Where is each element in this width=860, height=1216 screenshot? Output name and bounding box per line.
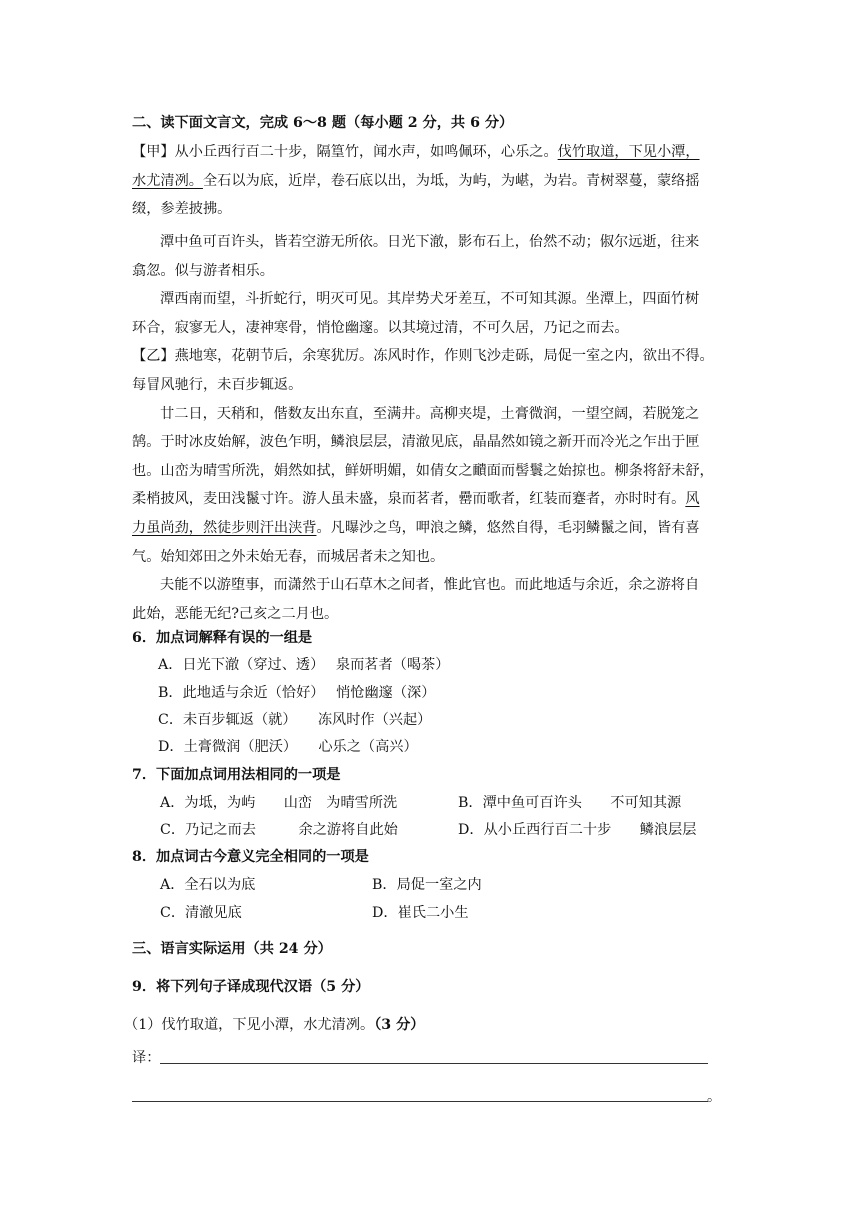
q9-sub1: （1）伐竹取道，下见小潭，水尤清冽。（3 分） bbox=[124, 1017, 425, 1033]
q6-option-c: C．未百步辄返（就） 冻风时作（兴起） bbox=[158, 712, 432, 728]
q6-option-b: B．此地适与余近（恰好） 悄怆幽邃（深） bbox=[158, 685, 436, 701]
answer-end-mark: 。 bbox=[707, 1089, 722, 1105]
q6-option-d: D．土膏微润（肥沃） 心乐之（高兴） bbox=[158, 739, 418, 755]
answer-line-1[interactable] bbox=[160, 1063, 708, 1064]
q8-option-d: D．崔氏二小生 bbox=[372, 905, 469, 921]
yi-line-7: 力虽尚劲，然徒步则汗出浃背。凡曝沙之鸟，呷浪之鳞，悠然自得，毛羽鳞鬣之间，皆有喜 bbox=[132, 520, 700, 536]
jia-line-3: 缀，参差披拂。 bbox=[132, 201, 232, 217]
yi-line-5: 也。山峦为晴雪所洗，娟然如拭，鲜妍明媚，如倩女之靧面而髻鬟之始掠也。柳条将舒未舒， bbox=[132, 463, 714, 479]
jia-line-1: 【甲】从小丘西行百二十步，隔篁竹，闻水声，如鸣佩环，心乐之。伐竹取道，下见小潭， bbox=[132, 144, 700, 160]
q7-stem: 7．下面加点词用法相同的一项是 bbox=[132, 767, 341, 783]
jia-line-4: 潭中鱼可百许头，皆若空游无所依。日光下澈，影布石上，佁然不动；俶尔远逝，往来 bbox=[160, 234, 700, 250]
q8-stem: 8．加点词古今意义完全相同的一项是 bbox=[132, 849, 369, 865]
q7-option-b: B．潭中鱼可百许头 不可知其源 bbox=[458, 795, 682, 811]
answer-line-2[interactable] bbox=[132, 1101, 708, 1102]
translation-label: 译： bbox=[132, 1050, 161, 1066]
underlined-sentence-2: 水尤清冽。 bbox=[132, 173, 203, 189]
underlined-sentence-1: 伐竹取道，下见小潭， bbox=[557, 144, 700, 160]
q7-option-d: D．从小丘西行百二十步 鳞浪层层 bbox=[458, 822, 697, 838]
section2-heading: 二、读下面文言文，完成 6～8 题（每小题 2 分，共 6 分） bbox=[132, 115, 514, 131]
yi-line-3: 廿二日，天稍和，偕数友出东直，至满井。高柳夹堤，土膏微润，一望空阔，若脱笼之 bbox=[160, 406, 700, 422]
jia-line-6: 潭西南而望，斗折蛇行，明灭可见。其岸势犬牙差互，不可知其源。坐潭上，四面竹树 bbox=[160, 291, 700, 307]
yi-line-6: 柔梢披风，麦田浅鬣寸许。游人虽未盛，泉而茗者，罍而歌者，红装而蹇者，亦时时有。风 bbox=[132, 491, 700, 507]
yi-line-2: 每冒风驰行，未百步辄返。 bbox=[132, 377, 303, 393]
q7-option-a: A．为坻，为屿 山峦 为晴雪所洗 bbox=[160, 795, 398, 811]
q8-option-a: A．全石以为底 bbox=[160, 877, 256, 893]
yi-line-10: 此始，恶能无纪?己亥之二月也。 bbox=[132, 606, 339, 622]
section3-heading: 三、语言实际运用（共 24 分） bbox=[132, 941, 332, 957]
jia-line-7: 环合，寂寥无人，凄神寒骨，悄怆幽邃。以其境过清，不可久居，乃记之而去。 bbox=[132, 320, 629, 336]
q8-option-c: C．清澈见底 bbox=[160, 905, 242, 921]
q7-option-c: C．乃记之而去 余之游将自此始 bbox=[160, 822, 398, 838]
yi-line-1: 【乙】燕地寒，花朝节后，余寒犹厉。冻风时作，作则飞沙走砾，局促一室之内，欲出不得。 bbox=[132, 348, 714, 364]
jia-line-5: 翕忽。似与游者相乐。 bbox=[132, 263, 274, 279]
q6-option-a: A．日光下澈（穿过、透） 泉而茗者（喝茶） bbox=[158, 657, 450, 673]
yi-line-8: 气。始知郊田之外未始无春，而城居者未之知也。 bbox=[132, 549, 445, 565]
q9-stem: 9．将下列句子译成现代汉语（5 分） bbox=[132, 979, 370, 995]
underlined-sentence-4: 力虽尚劲，然徒步则汗出浃背 bbox=[132, 520, 317, 536]
underlined-sentence-3: 风 bbox=[685, 491, 700, 507]
jia-line-2: 水尤清冽。全石以为底，近岸，卷石底以出，为坻，为屿，为嵁，为岩。青树翠蔓，蒙络摇 bbox=[132, 173, 700, 189]
q6-stem: 6．加点词解释有误的一组是 bbox=[132, 630, 313, 646]
yi-line-4: 鹄。于时冰皮始解，波色乍明，鳞浪层层，清澈见底，晶晶然如镜之新开而冷光之乍出于匣 bbox=[132, 434, 700, 450]
yi-line-9: 夫能不以游堕事，而潇然于山石草木之间者，惟此官也。而此地适与余近，余之游将自 bbox=[160, 577, 700, 593]
q8-option-b: B．局促一室之内 bbox=[372, 877, 482, 893]
